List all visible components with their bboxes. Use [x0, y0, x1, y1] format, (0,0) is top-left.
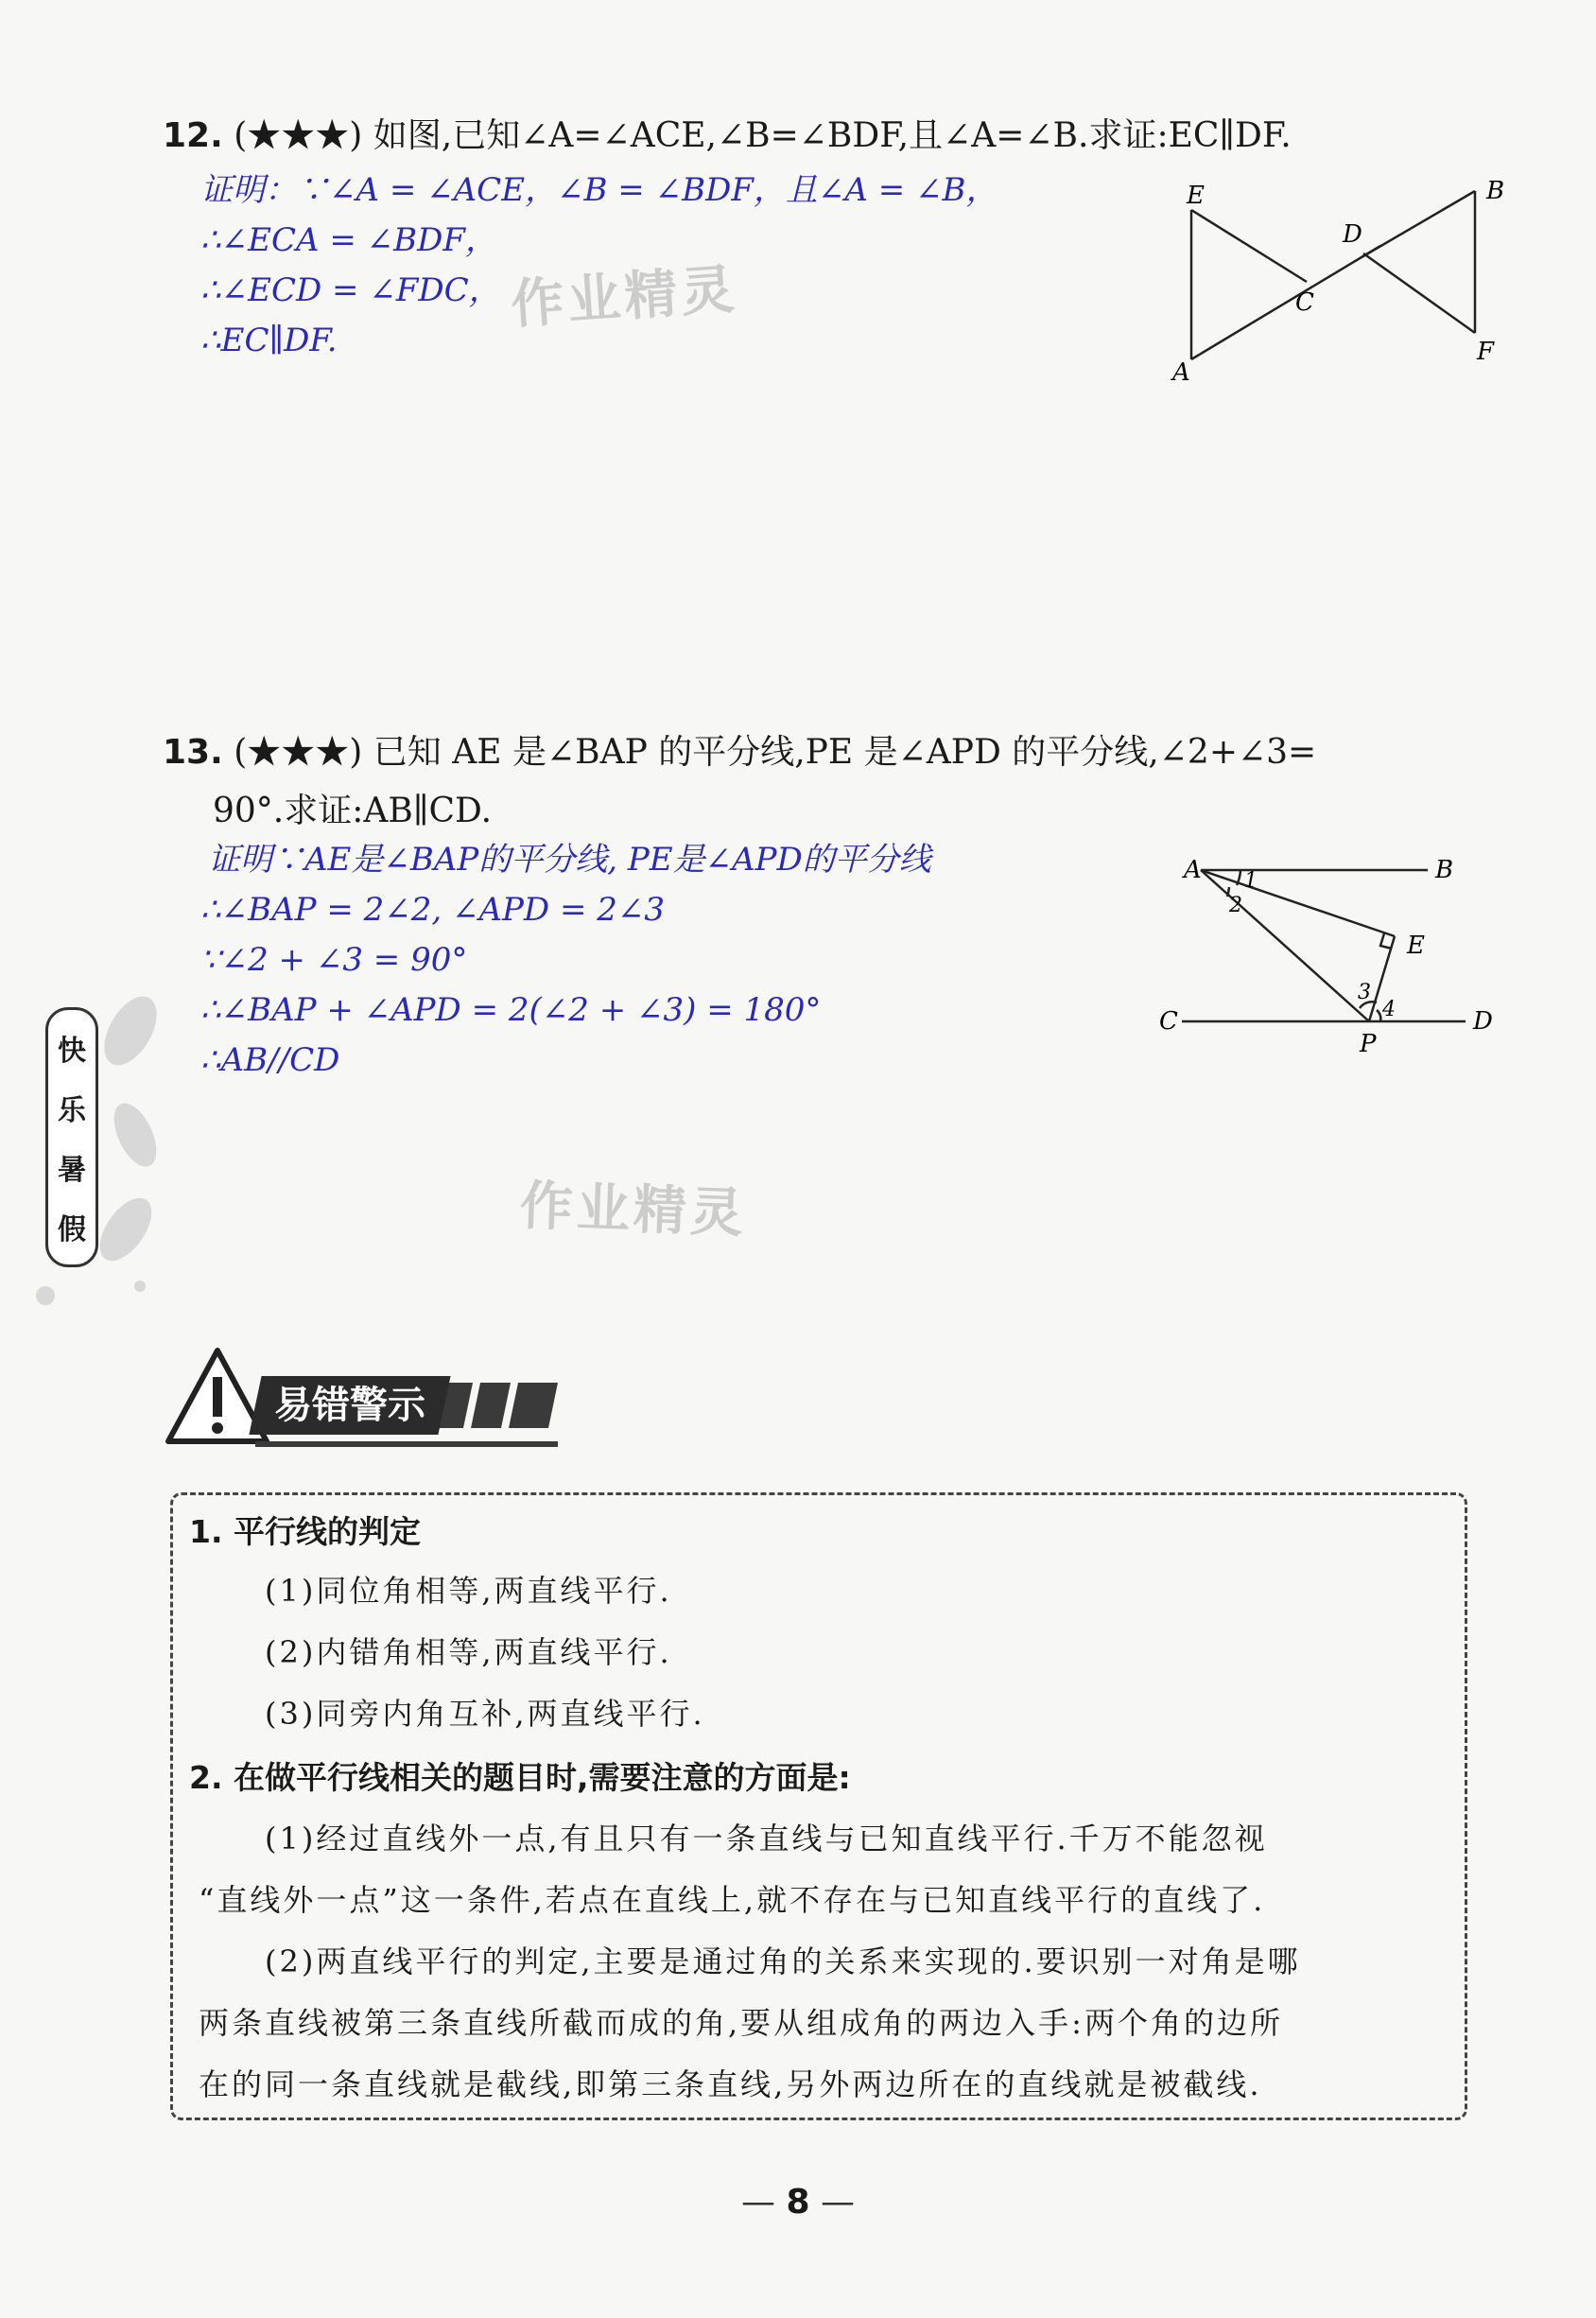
warning-heading-2: 2. 在做平行线相关的题目时,需要注意的方面是:: [189, 1759, 851, 1796]
q12-label-a: A: [1172, 358, 1190, 387]
page-number: 8: [786, 2183, 810, 2222]
warning-1-line-2: (2)内错角相等,两直线平行.: [265, 1634, 672, 1670]
side-label-char-2: 乐: [58, 1093, 86, 1127]
q13-label-b: B: [1435, 856, 1454, 884]
q13-label-p: P: [1360, 1030, 1377, 1058]
q13-angle-1: 1: [1244, 869, 1258, 893]
q12-label-d: D: [1343, 220, 1362, 249]
q13-label-a: A: [1184, 856, 1202, 884]
q12-label-c: C: [1295, 288, 1314, 317]
q13-text-line-1: 已知 AE 是∠BAP 的平分线,PE 是∠APD 的平分线,∠2+∠3=: [373, 733, 1317, 772]
q13-header: [163, 728, 1316, 777]
q12-number: 12.: [163, 116, 223, 155]
q12-answer-line-2: ∴∠ECA = ∠BDF，: [200, 221, 497, 259]
warning-2-line-4: 两条直线被第三条直线所截而成的角,要从组成角的两边入手:两个角的边所: [199, 2005, 1283, 2041]
q13-answer-line-4: ∴∠BAP + ∠APD = 2(∠2 + ∠3) = 180°: [200, 991, 822, 1029]
q12-header: [163, 112, 1292, 161]
warning-2-line-2: “直线外一点”这一条件,若点在直线上,就不存在与已知直线平行的直线了.: [199, 1882, 1266, 1918]
q13-label-d: D: [1473, 1007, 1493, 1036]
warning-2-line-3: (2)两直线平行的判定,主要是通过角的关系来实现的.要识别一对角是哪: [265, 1943, 1301, 1979]
warning-title-text: 易错警示: [274, 1384, 425, 1427]
warning-title: [249, 1376, 450, 1435]
warning-2-line-5: 在的同一条直线就是截线,即第三条直线,另外两边所在的直线就是被截线.: [199, 2066, 1262, 2102]
q12-label-b: B: [1486, 177, 1505, 205]
q12-answer-line-4: ∴EC∥DF.: [200, 322, 338, 359]
warning-heading-1: 1. 平行线的判定: [189, 1513, 421, 1550]
q12-stars: (★★★): [234, 116, 363, 155]
q13-angle-2: 2: [1229, 894, 1242, 917]
q13-label-c: C: [1159, 1007, 1178, 1036]
q13-figure: [1154, 842, 1513, 1088]
q13-label-e: E: [1407, 932, 1425, 960]
q13-angle-4: 4: [1382, 998, 1396, 1021]
q12-figure: [1154, 170, 1513, 397]
side-label-char-1: 快: [58, 1034, 86, 1068]
q13-answer-line-2: ∴∠BAP = 2∠2, ∠APD = 2∠3: [200, 891, 666, 929]
q12-answer-line-3: ∴∠ECD = ∠FDC，: [200, 271, 501, 309]
q12-text: 如图,已知∠A=∠ACE,∠B=∠BDF,且∠A=∠B.求证:EC∥DF.: [373, 116, 1292, 155]
q12-label-f: F: [1477, 338, 1495, 366]
q13-angle-3: 3: [1358, 981, 1371, 1004]
q12-label-e: E: [1187, 182, 1205, 210]
q12-answer-line-1: 证明：∵∠A = ∠ACE，∠B = ∠BDF，且∠A = ∠B，: [200, 171, 998, 209]
q13-text-line-2: 90°.求证:AB∥CD.: [213, 792, 493, 830]
q13-number: 13.: [163, 733, 223, 772]
q13-answer-line-3: ∵∠2 + ∠3 = 90°: [200, 941, 468, 979]
side-label-happy-summer: [45, 1007, 98, 1267]
warning-1-line-1: (1)同位角相等,两直线平行.: [265, 1573, 672, 1609]
warning-2-line-1: (1)经过直线外一点,有且只有一条直线与已知直线平行.千万不能忽视: [265, 1821, 1268, 1856]
q13-answer-line-1: 证明∵AE是∠BAP的平分线, PE是∠APD的平分线: [208, 841, 931, 879]
watermark-2: 作业精灵: [518, 1175, 748, 1246]
side-label-char-3: 暑: [58, 1154, 86, 1188]
side-label-char-4: 假: [58, 1213, 86, 1247]
warning-1-line-3: (3)同旁内角互补,两直线平行.: [265, 1696, 705, 1732]
q13-answer-line-5: ∴AB//CD: [200, 1041, 340, 1079]
watermark: 作业精灵: [509, 258, 740, 337]
page-number-footer: — 8 —: [741, 2183, 855, 2222]
q13-stars: (★★★): [234, 733, 363, 772]
